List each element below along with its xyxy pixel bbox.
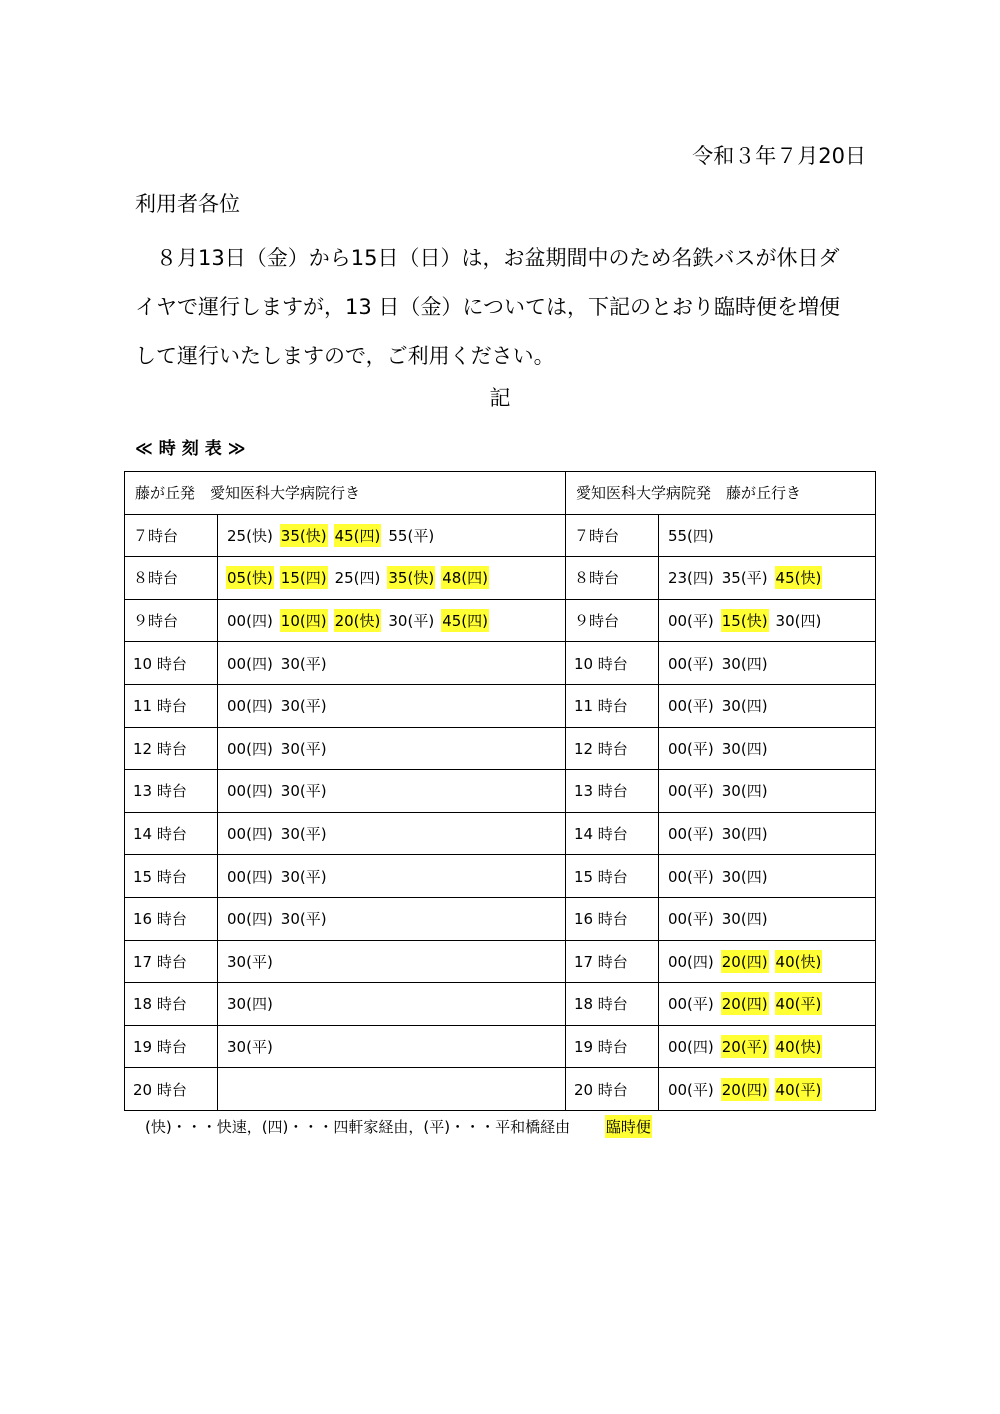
right-hour-cell: 18 時台 [565,983,658,1026]
left-hour-cell: 13 時台 [125,770,218,813]
left-hour-cell: 12 時台 [125,727,218,770]
departure-time: 00(平) [667,739,714,758]
departure-time: 30(平) [227,1038,273,1057]
table-row [125,1068,876,1111]
table-row [125,812,876,855]
table-row [125,557,876,600]
right-hour-cell: 16 時台 [565,897,658,940]
document-date: 令和３年７月20日 [692,144,866,168]
table-row [125,770,876,813]
extra-departure-time: 40(快) [775,1035,823,1058]
departure-time: 30(四) [721,739,768,758]
extra-departure-time: 40(平) [775,1078,823,1101]
left-departures-cell [218,940,566,983]
timetable-header-row [125,472,876,515]
left-departures-cell [218,599,566,642]
left-hour-cell: ９時台 [125,599,218,642]
table-row [125,684,876,727]
departure-time: 30(平) [227,952,273,971]
ki-heading: 記 [489,386,511,410]
departure-time: 30(平) [280,867,327,886]
right-hour-cell: 15 時台 [565,855,658,898]
departure-time: 30(平) [280,825,327,844]
right-departures-cell [658,770,875,813]
departure-time: 23(四) [667,569,714,588]
extra-departure-time: 20(平) [721,1035,769,1058]
right-hour-cell: 17 時台 [565,940,658,983]
departure-time: 00(四) [667,952,714,971]
right-departures-cell [658,855,875,898]
departure-time: 00(平) [667,867,714,886]
departure-time: 30(平) [280,697,327,716]
notice-body [135,234,870,381]
left-hour-cell: 18 時台 [125,983,218,1026]
departure-time: 30(四) [721,825,768,844]
table-row [125,514,876,557]
left-direction-header: 藤が丘発 愛知医科大学病院行き [125,472,566,515]
left-departures-cell [218,983,566,1026]
right-direction-header: 愛知医科大学病院発 藤が丘行き [565,472,875,515]
right-departures-cell [658,897,875,940]
left-hour-cell: 14 時台 [125,812,218,855]
left-departures-cell [218,770,566,813]
left-hour-cell: ７時台 [125,514,218,557]
right-departures-cell [658,1068,875,1111]
departure-time: 00(平) [667,1080,714,1099]
departure-time: 00(四) [227,867,273,886]
departure-time: 30(四) [721,867,768,886]
departure-time: 30(平) [280,654,327,673]
left-hour-cell: 11 時台 [125,684,218,727]
departure-time: 00(平) [667,995,714,1014]
departure-time: 00(四) [227,782,273,801]
legend [145,1115,652,1138]
departure-time: 30(平) [280,739,327,758]
departure-time: 30(四) [775,612,822,631]
legend-extra-service-label: 臨時便 [605,1115,652,1138]
left-departures-cell [218,855,566,898]
left-hour-cell: ８時台 [125,557,218,600]
extra-departure-time: 10(四) [280,609,328,632]
right-departures-cell [658,727,875,770]
table-row [125,642,876,685]
right-departures-cell [658,514,875,557]
departure-time: 00(平) [667,697,714,716]
table-row [125,599,876,642]
right-departures-cell [658,557,875,600]
extra-departure-time: 45(四) [334,524,382,547]
left-hour-cell: 19 時台 [125,1025,218,1068]
right-departures-cell [658,599,875,642]
departure-time: 30(四) [721,697,768,716]
right-hour-cell: 11 時台 [565,684,658,727]
table-row [125,983,876,1026]
extra-departure-time: 05(快) [226,566,274,589]
left-departures-cell [218,642,566,685]
right-hour-cell: 10 時台 [565,642,658,685]
departure-time: 00(四) [227,739,273,758]
left-hour-cell: 10 時台 [125,642,218,685]
right-hour-cell: 14 時台 [565,812,658,855]
departure-time: 00(平) [667,612,714,631]
right-departures-cell [658,1025,875,1068]
departure-time: 55(平) [388,526,435,545]
extra-departure-time: 35(快) [280,524,328,547]
departure-time: 35(平) [721,569,768,588]
right-hour-cell: ９時台 [565,599,658,642]
bus-timetable [124,471,876,1111]
departure-time: 00(四) [227,910,273,929]
timetable-body [125,472,876,1111]
table-row [125,855,876,898]
departure-time: 00(四) [227,612,273,631]
left-hour-cell: 16 時台 [125,897,218,940]
left-hour-cell: 20 時台 [125,1068,218,1111]
right-departures-cell [658,940,875,983]
departure-time: 30(四) [721,782,768,801]
left-departures-cell [218,727,566,770]
right-departures-cell [658,684,875,727]
extra-departure-time: 45(四) [441,609,489,632]
notice-line-2: イヤで運行しますが，13 日（金）については，下記のとおり臨時便を増便 [135,295,840,319]
right-hour-cell: ８時台 [565,557,658,600]
left-departures-cell [218,812,566,855]
departure-time: 00(四) [227,654,273,673]
notice-line-1: ８月13日（金）から15日（日）は，お盆期間中のため名鉄バスが休日ダ [156,246,840,270]
departure-time: 25(快) [227,526,273,545]
left-departures-cell [218,514,566,557]
departure-time: 30(平) [280,910,327,929]
timetable-title: ≪時刻表≫ [135,439,252,459]
right-hour-cell: 12 時台 [565,727,658,770]
departure-time: 00(四) [227,825,273,844]
left-departures-cell [218,684,566,727]
departure-time: 30(四) [721,910,768,929]
extra-departure-time: 20(四) [721,992,769,1015]
right-hour-cell: 20 時台 [565,1068,658,1111]
salutation: 利用者各位 [135,192,240,216]
extra-departure-time: 20(快) [334,609,382,632]
departure-time: 30(四) [721,654,768,673]
extra-departure-time: 40(快) [775,950,823,973]
extra-departure-time: 45(快) [775,566,823,589]
extra-departure-time: 15(快) [721,609,769,632]
right-departures-cell [658,983,875,1026]
departure-time: 00(平) [667,654,714,673]
right-departures-cell [658,812,875,855]
extra-departure-time: 20(四) [721,950,769,973]
right-hour-cell: ７時台 [565,514,658,557]
left-hour-cell: 15 時台 [125,855,218,898]
left-departures-cell [218,897,566,940]
departure-time: 30(平) [280,782,327,801]
right-departures-cell [658,642,875,685]
departure-time: 00(平) [667,910,714,929]
extra-departure-time: 48(四) [441,566,489,589]
left-departures-cell [218,557,566,600]
departure-time: 25(四) [334,569,381,588]
departure-time: 30(四) [227,995,273,1014]
departure-time: 00(四) [667,1038,714,1057]
departure-time: 00(四) [227,697,273,716]
right-hour-cell: 19 時台 [565,1025,658,1068]
left-departures-cell [218,1068,566,1111]
notice-line-3: して運行いたしますので，ご利用ください。 [135,344,555,368]
table-row [125,897,876,940]
extra-departure-time: 15(四) [280,566,328,589]
departure-time: 30(平) [388,612,435,631]
right-hour-cell: 13 時台 [565,770,658,813]
left-hour-cell: 17 時台 [125,940,218,983]
departure-time: 00(平) [667,782,714,801]
departure-time: 55(四) [667,526,714,545]
extra-departure-time: 35(快) [387,566,435,589]
table-row [125,1025,876,1068]
table-row [125,727,876,770]
extra-departure-time: 40(平) [775,992,823,1015]
extra-departure-time: 20(四) [721,1078,769,1101]
left-departures-cell [218,1025,566,1068]
departure-time: 00(平) [667,825,714,844]
table-row [125,940,876,983]
legend-key-text: (快)・・・快速，(四)・・・四軒家経由，(平)・・・平和橋経由 [145,1118,571,1136]
